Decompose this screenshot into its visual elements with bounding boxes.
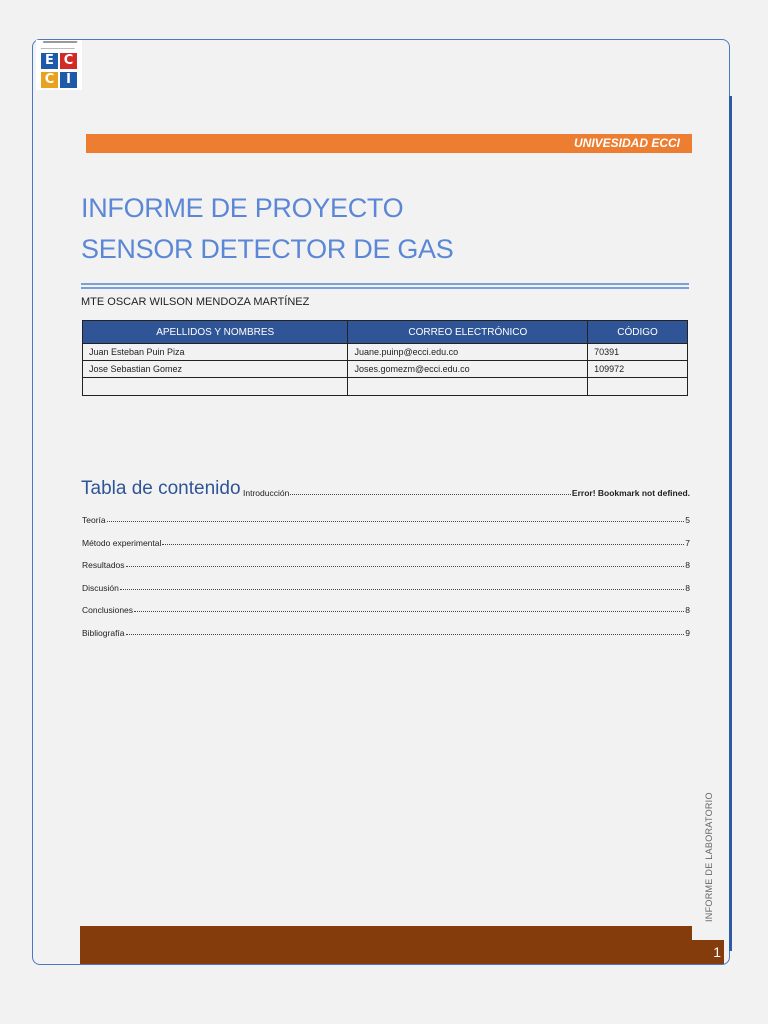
- student-code: 70391: [588, 344, 688, 361]
- student-email: Joses.gomezm@ecci.edu.co: [348, 361, 588, 378]
- toc-leader-dots: [107, 521, 685, 522]
- table-row: [83, 361, 688, 378]
- toc-leader-dots: [126, 634, 685, 635]
- report-title-line2: SENSOR DETECTOR DE GAS: [81, 234, 454, 264]
- student-email: [348, 378, 588, 396]
- toc-entry[interactable]: [82, 580, 690, 593]
- logo-letter-e: E: [41, 53, 58, 69]
- university-banner: [86, 134, 692, 153]
- toc-entry-label: Introducción: [243, 488, 290, 498]
- table-header-row: [83, 321, 688, 344]
- toc-entry[interactable]: [82, 625, 690, 638]
- side-label: INFORME DE LABORATORIO: [704, 792, 714, 922]
- toc-entry-page: 8: [685, 583, 690, 593]
- toc-entry-label: Conclusiones: [82, 605, 134, 615]
- ecci-logo: [36, 40, 82, 90]
- header-email: CORREO ELECTRÓNICO: [348, 321, 588, 344]
- toc-entry[interactable]: [82, 512, 690, 525]
- logo-roof-graphic: [41, 41, 78, 49]
- toc-leader-dots: [134, 611, 684, 612]
- toc-entry-intro[interactable]: [243, 485, 690, 498]
- student-code: [588, 378, 688, 396]
- student-name: Juan Esteban Puin Piza: [83, 344, 348, 361]
- toc-leader-dots: [120, 589, 684, 590]
- logo-letter-c2: C: [41, 72, 58, 88]
- toc-leader-dots: [290, 494, 571, 495]
- report-title-line1: INFORME DE PROYECTO: [81, 193, 404, 223]
- toc-entry[interactable]: [82, 602, 690, 615]
- toc-entry-label: Bibliografía: [82, 628, 125, 638]
- toc-entry[interactable]: [82, 557, 690, 570]
- students-table: [82, 320, 688, 396]
- toc-entry-label: Resultados: [82, 560, 125, 570]
- header-code: CÓDIGO: [588, 321, 688, 344]
- student-code: 109972: [588, 361, 688, 378]
- toc-entry-label: Método experimental: [82, 538, 162, 548]
- toc-title: Tabla de contenido: [81, 478, 241, 499]
- toc-entry-label: Discusión: [82, 583, 119, 593]
- student-name: [83, 378, 348, 396]
- toc-entry-page: 8: [685, 605, 690, 615]
- student-email: Juane.puinp@ecci.edu.co: [348, 344, 588, 361]
- student-name: Jose Sebastian Gomez: [83, 361, 348, 378]
- document-page: [32, 39, 730, 965]
- toc-entry-label: Teoría: [82, 515, 106, 525]
- logo-letter-i: I: [60, 72, 77, 88]
- toc-entry-page: 8: [685, 560, 690, 570]
- university-banner-text: UNIVESIDAD ECCI: [573, 136, 680, 150]
- logo-letter-c1: C: [60, 53, 77, 69]
- footer-bar: [80, 926, 692, 964]
- toc-entry-page: 9: [685, 628, 690, 638]
- title-divider-bottom: [81, 287, 689, 289]
- toc-entry[interactable]: [82, 535, 690, 548]
- page-right-border: [729, 96, 732, 951]
- toc-entry-page: Error! Bookmark not defined.: [571, 488, 690, 498]
- toc-leader-dots: [162, 544, 684, 545]
- page-number: 1: [692, 940, 724, 964]
- header-names: APELLIDOS Y NOMBRES: [83, 321, 348, 344]
- title-divider-top: [81, 283, 689, 285]
- table-row: [83, 378, 688, 396]
- table-row: [83, 344, 688, 361]
- toc-entry-page: 7: [685, 538, 690, 548]
- toc-entry-page: 5: [685, 515, 690, 525]
- teacher-name: MTE OSCAR WILSON MENDOZA MARTÍNEZ: [81, 296, 310, 308]
- toc-leader-dots: [126, 566, 685, 567]
